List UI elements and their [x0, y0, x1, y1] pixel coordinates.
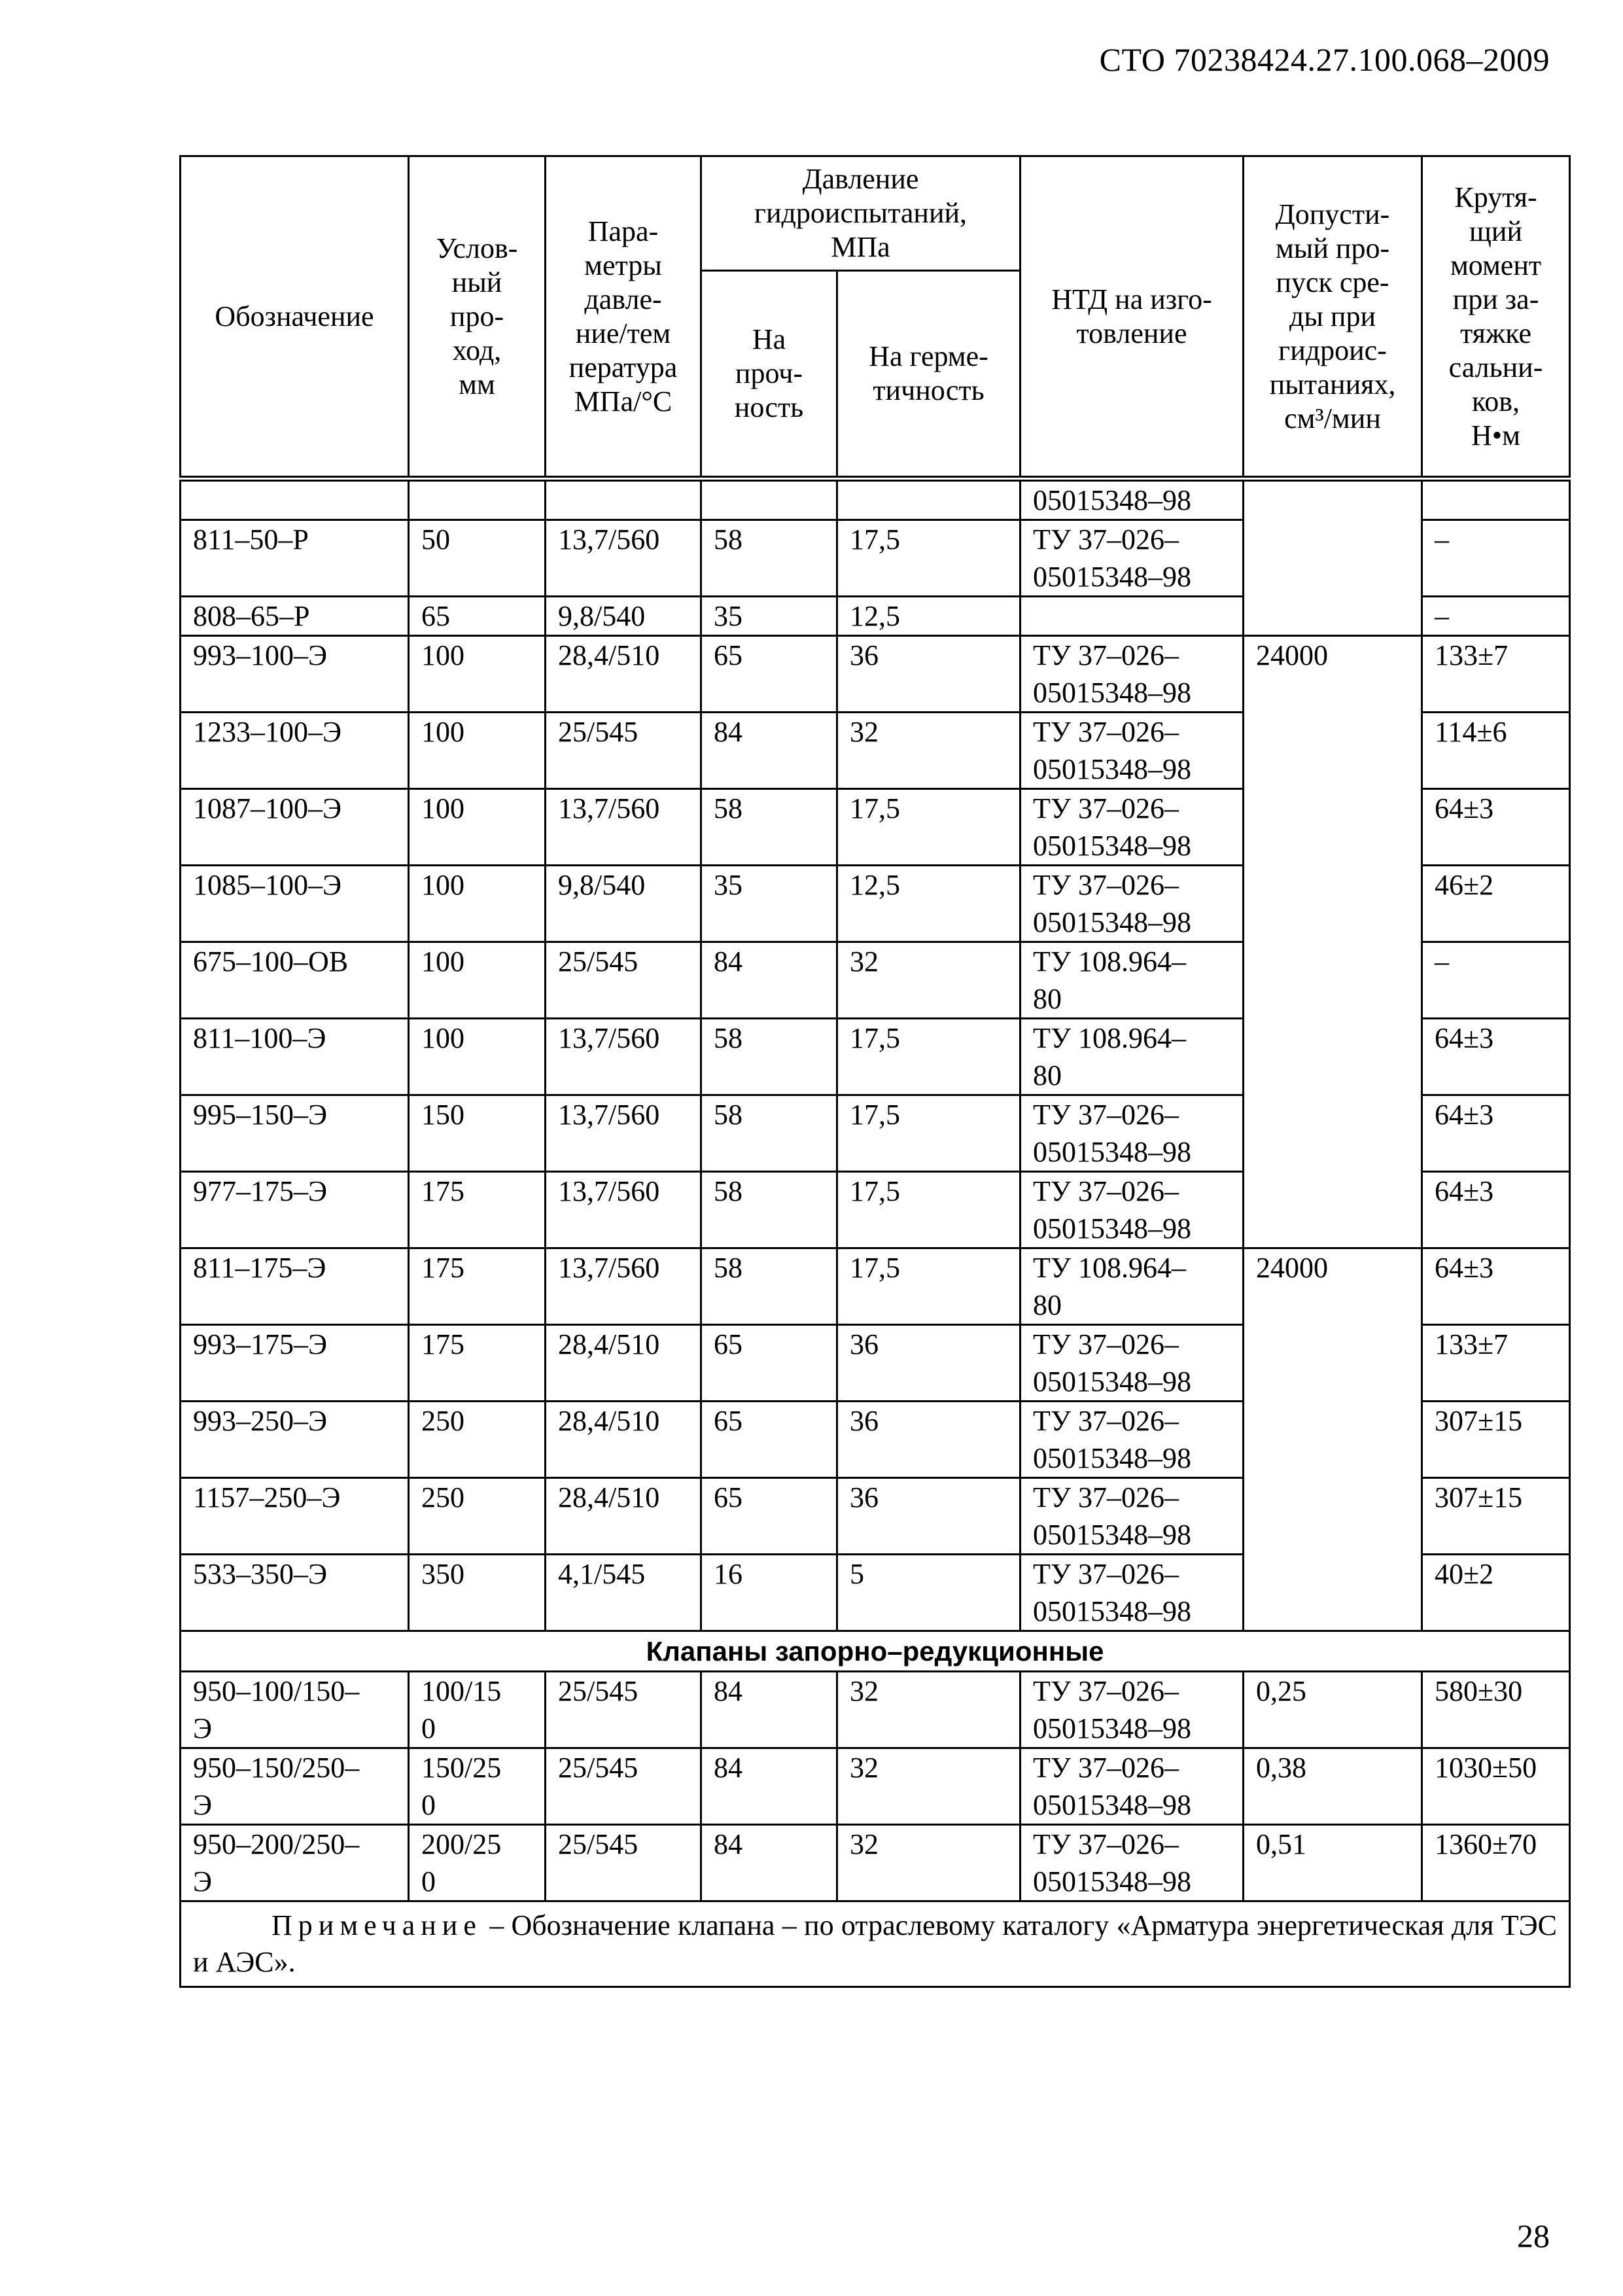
table-row: [181, 1672, 1570, 1748]
cell-parameters: 13,7/560: [546, 1095, 701, 1172]
cell-tightness: 17,5: [837, 1248, 1021, 1325]
cell-tightness: 12,5: [837, 597, 1021, 636]
cell-strength: 58: [701, 1095, 837, 1172]
cell-strength: 84: [701, 1672, 837, 1748]
document-code: СТО 70238424.27.100.068–2009: [1099, 41, 1550, 78]
cell-parameters: 28,4/510: [546, 1325, 701, 1402]
cell-tightness: 17,5: [837, 1172, 1021, 1248]
cell-designation: 1233–100–Э: [181, 713, 409, 789]
cell-torque: 1360±70: [1422, 1825, 1570, 1901]
cell-strength: 65: [701, 1478, 837, 1555]
cell-nominal-bore: 100: [409, 636, 546, 713]
cell-torque: –: [1422, 942, 1570, 1019]
cell-torque: 64±3: [1422, 1095, 1570, 1172]
cell-tightness: 5: [837, 1555, 1021, 1631]
cell-torque: 307±15: [1422, 1402, 1570, 1478]
cell-leakage: 24000: [1244, 636, 1422, 1248]
cell-ntd: ТУ 37–026– 05015348–98: [1021, 1172, 1244, 1248]
page-number: 28: [1517, 2217, 1550, 2254]
cell-tightness: 32: [837, 713, 1021, 789]
cell-ntd: [1021, 597, 1244, 636]
cell-designation: 811–100–Э: [181, 1019, 409, 1095]
cell-strength: 58: [701, 520, 837, 597]
header-test-pressure: Давление гидроиспытаний, МПа: [701, 156, 1021, 271]
cell-ntd: ТУ 37–026– 05015348–98: [1021, 1325, 1244, 1402]
cell-parameters: 25/545: [546, 1672, 701, 1748]
cell-torque: 1030±50: [1422, 1748, 1570, 1825]
cell-nominal-bore: 250: [409, 1402, 546, 1478]
cell-nominal-bore: 200/25 0: [409, 1825, 546, 1901]
cell-ntd: ТУ 37–026– 05015348–98: [1021, 789, 1244, 866]
cell-nominal-bore: 250: [409, 1478, 546, 1555]
cell-strength: 16: [701, 1555, 837, 1631]
cell-strength: 84: [701, 942, 837, 1019]
cell-leakage: 24000: [1244, 1248, 1422, 1631]
cell-nominal-bore: 150: [409, 1095, 546, 1172]
cell-parameters: 28,4/510: [546, 1478, 701, 1555]
cell-strength: 65: [701, 636, 837, 713]
cell-parameters: 13,7/560: [546, 789, 701, 866]
cell-parameters: 25/545: [546, 1825, 701, 1901]
valve-spec-table: [179, 155, 1571, 1988]
cell-torque: 580±30: [1422, 1672, 1570, 1748]
cell-ntd: ТУ 37–026– 05015348–98: [1021, 520, 1244, 597]
cell-tightness: 32: [837, 1748, 1021, 1825]
cell-designation: 1157–250–Э: [181, 1478, 409, 1555]
header-row: [181, 156, 1570, 271]
cell-torque: 40±2: [1422, 1555, 1570, 1631]
cell-strength: 35: [701, 866, 837, 942]
table-note: [181, 1901, 1570, 1987]
cell-torque: 64±3: [1422, 789, 1570, 866]
cell-torque: 64±3: [1422, 1019, 1570, 1095]
header-strength: На проч- ность: [701, 271, 837, 479]
cell-parameters: 4,1/545: [546, 1555, 701, 1631]
cell-designation: 1085–100–Э: [181, 866, 409, 942]
cell-tightness: 12,5: [837, 866, 1021, 942]
cell-ntd: ТУ 37–026– 05015348–98: [1021, 1555, 1244, 1631]
cell-tightness: 17,5: [837, 520, 1021, 597]
cell-strength: 84: [701, 713, 837, 789]
cell-ntd: ТУ 37–026– 05015348–98: [1021, 866, 1244, 942]
header-ntd: НТД на изго- товление: [1021, 156, 1244, 479]
cell-nominal-bore: 175: [409, 1248, 546, 1325]
cell-designation: 977–175–Э: [181, 1172, 409, 1248]
cell-parameters: 28,4/510: [546, 1402, 701, 1478]
cell-parameters: 25/545: [546, 942, 701, 1019]
header-torque: Крутя- щий момент при за- тяжке сальни- ков, Н•м: [1422, 156, 1570, 479]
header-tightness: На герме- тичность: [837, 271, 1021, 479]
header-leakage: Допусти- мый про- пуск сре- ды при гидроис- пытаниях, см³/мин: [1244, 156, 1422, 479]
table-row: [181, 479, 1570, 520]
cell-ntd: ТУ 37–026– 05015348–98: [1021, 1825, 1244, 1901]
cell-designation: 808–65–Р: [181, 597, 409, 636]
table-row: [181, 1248, 1570, 1325]
cell-nominal-bore: 100: [409, 866, 546, 942]
cell-strength: 58: [701, 1248, 837, 1325]
cell-parameters: 13,7/560: [546, 520, 701, 597]
cell-nominal-bore: 175: [409, 1172, 546, 1248]
header-parameters: Пара- метры давле- ние/тем пература МПа/°С: [546, 156, 701, 479]
cell-nominal-bore: 100: [409, 942, 546, 1019]
cell-parameters: 25/545: [546, 1748, 701, 1825]
cell-designation: 950–200/250– Э: [181, 1825, 409, 1901]
cell-parameters: 9,8/540: [546, 866, 701, 942]
cell-leakage: 0,25: [1244, 1672, 1422, 1748]
cell-tightness: 36: [837, 1402, 1021, 1478]
cell-torque: 307±15: [1422, 1478, 1570, 1555]
table-row: [181, 1748, 1570, 1825]
cell-nominal-bore: 150/25 0: [409, 1748, 546, 1825]
cell-ntd: ТУ 108.964– 80: [1021, 1248, 1244, 1325]
note-text: – Обозначение клапана – по отраслевому каталогу «Арматура энергетическая для ТЭС и АЭС».: [193, 1909, 1558, 1978]
cell-ntd: ТУ 37–026– 05015348–98: [1021, 1402, 1244, 1478]
cell-tightness: 17,5: [837, 789, 1021, 866]
cell-torque: 46±2: [1422, 866, 1570, 942]
cell-designation: 993–175–Э: [181, 1325, 409, 1402]
cell-strength: 58: [701, 789, 837, 866]
cell-tightness: 32: [837, 942, 1021, 1019]
cell-designation: 811–50–Р: [181, 520, 409, 597]
cell-parameters: 28,4/510: [546, 636, 701, 713]
cell-designation: 950–100/150– Э: [181, 1672, 409, 1748]
cell-designation: 811–175–Э: [181, 1248, 409, 1325]
cell-strength: 84: [701, 1748, 837, 1825]
cell-tightness: 36: [837, 636, 1021, 713]
note-label: Примечание: [271, 1909, 482, 1941]
cell-strength: 35: [701, 597, 837, 636]
cell-leakage: 0,51: [1244, 1825, 1422, 1901]
cell-parameters: 13,7/560: [546, 1248, 701, 1325]
cell-ntd: ТУ 37–026– 05015348–98: [1021, 1748, 1244, 1825]
header-nominal-bore: Услов- ный про- ход, мм: [409, 156, 546, 479]
section-row: [181, 1631, 1570, 1672]
cell-designation: 533–350–Э: [181, 1555, 409, 1631]
cell-ntd: 05015348–98: [1021, 479, 1244, 520]
cell-designation: 995–150–Э: [181, 1095, 409, 1172]
cell-designation: 1087–100–Э: [181, 789, 409, 866]
cell-nominal-bore: 100: [409, 713, 546, 789]
cell-torque: 64±3: [1422, 1248, 1570, 1325]
cell-designation: 993–250–Э: [181, 1402, 409, 1478]
cell-nominal-bore: 65: [409, 597, 546, 636]
cell-tightness: 32: [837, 1672, 1021, 1748]
cell-nominal-bore: 100: [409, 789, 546, 866]
cell-nominal-bore: 350: [409, 1555, 546, 1631]
cell-nominal-bore: 50: [409, 520, 546, 597]
cell-ntd: ТУ 37–026– 05015348–98: [1021, 713, 1244, 789]
cell-leakage-empty: [1244, 479, 1422, 636]
cell-nominal-bore: 100: [409, 1019, 546, 1095]
cell-tightness: 17,5: [837, 1019, 1021, 1095]
cell-torque: –: [1422, 597, 1570, 636]
cell-torque: 133±7: [1422, 1325, 1570, 1402]
cell-ntd: ТУ 108.964– 80: [1021, 942, 1244, 1019]
table-row: [181, 636, 1570, 713]
cell-nominal-bore: 175: [409, 1325, 546, 1402]
cell-tightness: 32: [837, 1825, 1021, 1901]
cell-strength: 65: [701, 1402, 837, 1478]
cell-ntd: ТУ 108.964– 80: [1021, 1019, 1244, 1095]
cell-designation: 675–100–ОВ: [181, 942, 409, 1019]
cell-strength: 84: [701, 1825, 837, 1901]
table-row: [181, 1825, 1570, 1901]
section-title: Клапаны запорно–редукционные: [181, 1631, 1570, 1672]
cell-ntd: ТУ 37–026– 05015348–98: [1021, 1672, 1244, 1748]
cell-torque: 114±6: [1422, 713, 1570, 789]
cell-tightness: 17,5: [837, 1095, 1021, 1172]
cell-strength: 65: [701, 1325, 837, 1402]
cell-parameters: 25/545: [546, 713, 701, 789]
cell-designation: 993–100–Э: [181, 636, 409, 713]
cell-ntd: ТУ 37–026– 05015348–98: [1021, 636, 1244, 713]
cell-torque: 133±7: [1422, 636, 1570, 713]
cell-parameters: 13,7/560: [546, 1019, 701, 1095]
cell-strength: 58: [701, 1172, 837, 1248]
cell-parameters: 13,7/560: [546, 1172, 701, 1248]
cell-torque: 64±3: [1422, 1172, 1570, 1248]
cell-tightness: 36: [837, 1478, 1021, 1555]
note-row: [181, 1901, 1570, 1987]
cell-strength: 58: [701, 1019, 837, 1095]
cell-parameters: 9,8/540: [546, 597, 701, 636]
cell-torque: –: [1422, 520, 1570, 597]
cell-tightness: 36: [837, 1325, 1021, 1402]
cell-designation: 950–150/250– Э: [181, 1748, 409, 1825]
header-designation: Обозначение: [181, 156, 409, 479]
cell-ntd: ТУ 37–026– 05015348–98: [1021, 1095, 1244, 1172]
cell-leakage: 0,38: [1244, 1748, 1422, 1825]
cell-ntd: ТУ 37–026– 05015348–98: [1021, 1478, 1244, 1555]
cell-nominal-bore: 100/15 0: [409, 1672, 546, 1748]
